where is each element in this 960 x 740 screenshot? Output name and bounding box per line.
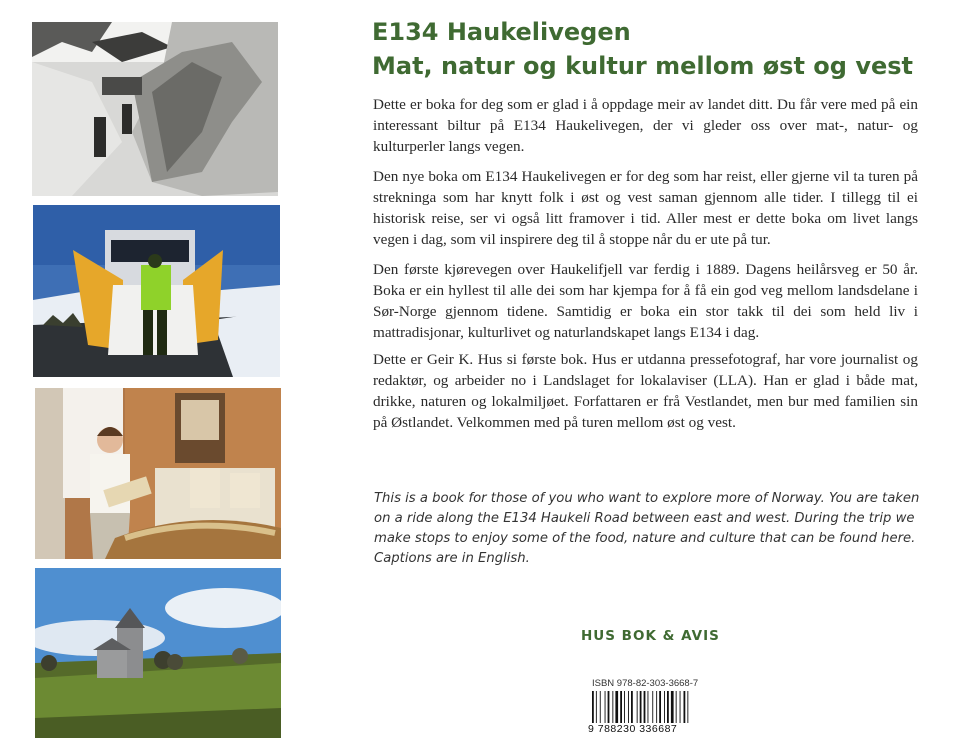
photo-stone-church-field <box>35 568 281 738</box>
book-title: E134 Haukelivegen <box>372 18 631 46</box>
publisher-name: HUS BOK & AVIS <box>581 628 720 644</box>
description-paragraph: Dette er boka for deg som er glad i å oppdage meir av landet ditt. Du får vere med på ein interessant biltur på E134 Haukelivegen, der vi gleder oss over mat-, natur- og kulturperler langs vegen. <box>373 96 918 155</box>
english-blurb: This is a book for those of you who want to explore more of Norway. You are taken on a ride along the E134 Haukeli Road between east and west. During the trip we make stops to enjoy some of the food, nature and culture that can be found here. Captions are in English. <box>374 491 920 566</box>
photo-snow-road-workers <box>32 22 278 196</box>
author-paragraph: Dette er Geir K. Hus si første bok. Hus er utdanna pressefotograf, har vore journalist og redaktør, og arbeider no i Landslaget for lokalaviser (LLA). Han er glad i både mat, drikke, naturen og lokalmiljøet. Forfattaren er frå Vestlandet, men bur med familien sin på Østlandet. Velkommen med på turen mellom øst og vest. <box>373 351 918 431</box>
barcode-digits: 9 788230 336687 <box>588 723 678 735</box>
barcode-bars <box>586 691 702 723</box>
description-paragraph: Den første kjørevegen over Haukelifjell var ferdig i 1889. Dagens heilårsveg er 50 år. Boka er ein hyllest til alle dei som har kjempa for å få ein god veg mellom landsdelane i Sør-Norge gjennom tidene. Samtidig er boka ein stor takk til dei som held liv i mattradisjonar, kulturlivet og naturlandskapet langs E134 i dag. <box>373 261 918 341</box>
photo-woman-baking-flatbread <box>35 388 281 559</box>
photo-snowplow-worker <box>33 205 280 377</box>
book-subtitle: Mat, natur og kultur mellom øst og vest <box>372 52 913 80</box>
description-paragraph: Den nye boka om E134 Haukelivegen er for deg som har reist, eller gjerne vil ta turen på strekninga som har knytt folk i øst og vest saman gjennom alle tider. I tillegg til ei historisk reise, ser vi også litt framover i tid. Aller mest er dette boka om livet langs vegen i dag, som vil inspirere deg til å stoppe når du er ute på tur. <box>373 168 918 248</box>
isbn-label: ISBN 978-82-303-3668-7 <box>592 678 699 689</box>
